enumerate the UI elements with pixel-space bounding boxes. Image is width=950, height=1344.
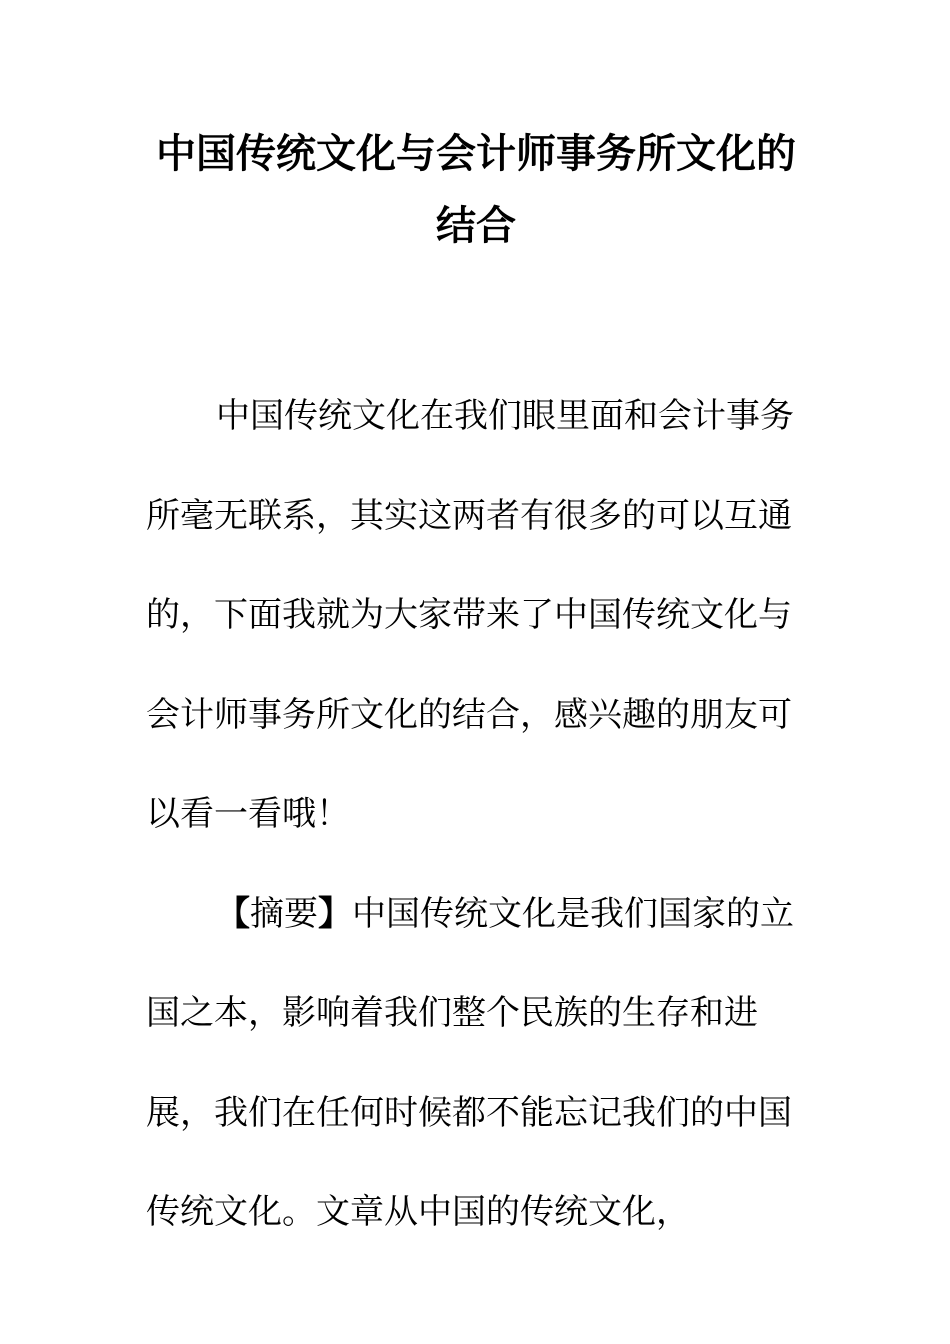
document-body — [146, 367, 806, 1263]
abstract-label: 摘要 — [250, 893, 318, 934]
abstract-text: 中国传统文化是我们国家的立国之本，影响着我们整个民族的生存和进展，我们在任何时候都不能忘记我们的中国传统文化。文章从中国的传统文化， — [146, 893, 794, 1232]
document-title: 中国传统文化与会计师事务所文化的结合 — [156, 131, 796, 249]
abstract-close-bracket: 】 — [318, 893, 352, 934]
intro-paragraph: 中国传统文化在我们眼里面和会计事务所毫无联系，其实这两者有很多的可以互通的，下面我就为大家带来了中国传统文化与会计师事务所文化的结合，感兴趣的朋友可以看一看哦！ — [146, 396, 794, 834]
abstract-paragraph — [146, 865, 806, 1263]
abstract-open-bracket: 【 — [216, 893, 250, 934]
